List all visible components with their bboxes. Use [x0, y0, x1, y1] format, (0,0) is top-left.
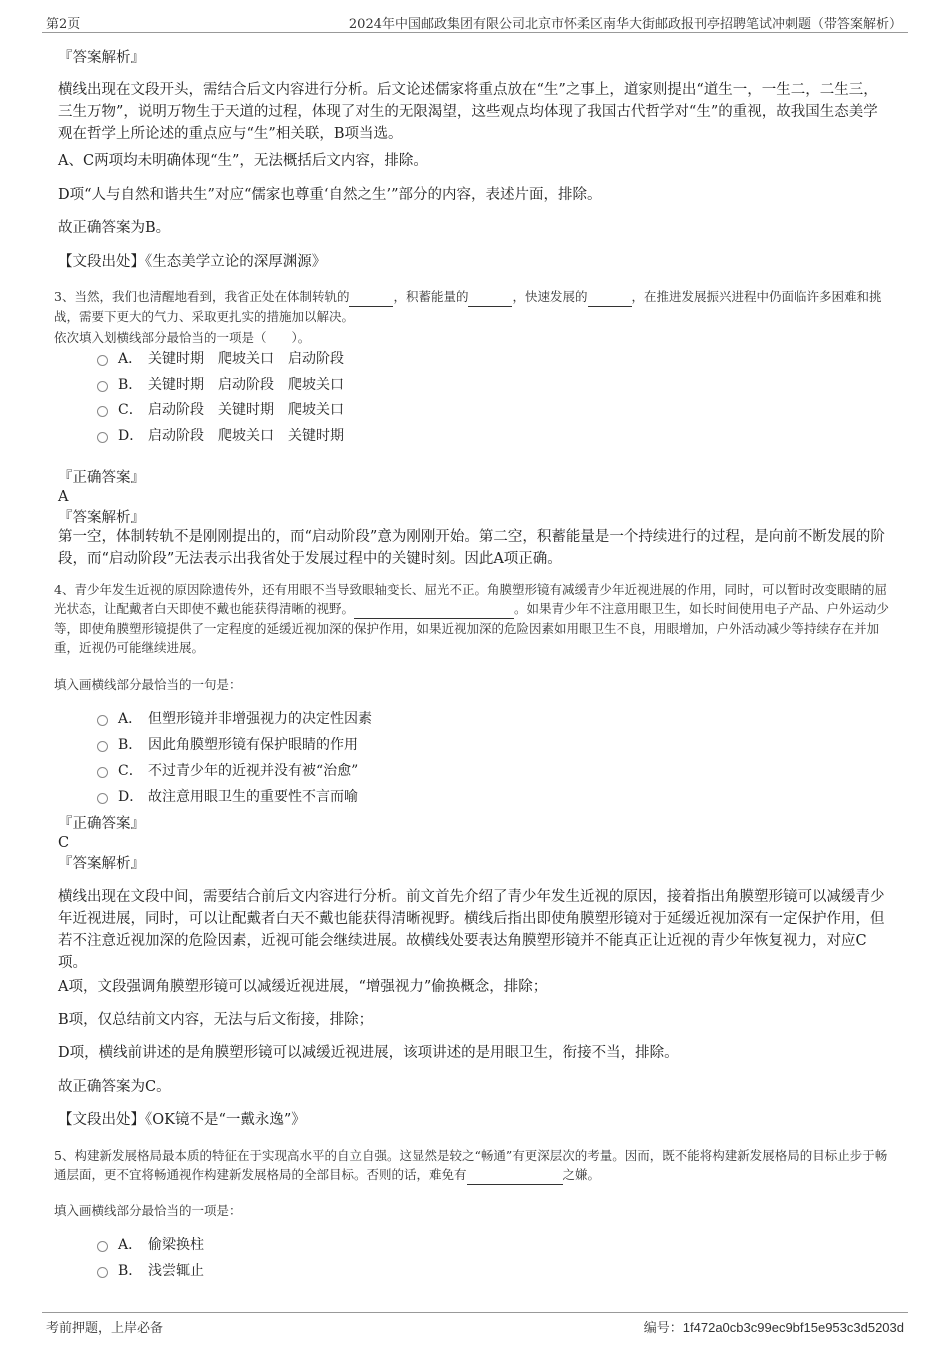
q2-analysis-d: D项“人与自然和谐共生”对应“儒家也尊重‘自然之生’”部分的内容，表述片面，排除。	[58, 187, 602, 203]
radio-icon[interactable]	[97, 767, 108, 778]
q3-blank-1	[349, 287, 393, 307]
q2-source: 【文段出处】《生态美学立论的深厚渊源》	[58, 254, 327, 270]
q5-blank	[467, 1165, 563, 1185]
q3-blank-3	[588, 287, 632, 307]
q4-option-a[interactable]: A． 但塑形镜并非增强视力的决定性因素	[97, 709, 372, 729]
q4-analysis-label: 『答案解析』	[58, 856, 145, 872]
q4-option-b[interactable]: B． 因此角膜塑形镜有保护眼睛的作用	[97, 735, 358, 755]
footer-slogan: 考前押题，上岸必备	[46, 1321, 164, 1336]
q3-ask: 依次填入划横线部分最恰当的一项是（ ）。	[54, 330, 311, 345]
q5-ask: 填入画横线部分最恰当的一项是：	[54, 1203, 242, 1218]
q5-option-a[interactable]: A． 偷梁换柱	[97, 1235, 204, 1255]
q2-analysis-ac: A、C两项均未明确体现“生”，无法概括后文内容，排除。	[58, 153, 428, 169]
radio-icon[interactable]	[97, 1241, 108, 1252]
q3-analysis-body: 第一空，体制转轨不是刚刚提出的，而“启动阶段”意为刚刚开始。第二空，积蓄能量是一个持续进行的过程，是向前不断发展的阶段，而“启动阶段”无法表示出我省处于发展过程中的关键时刻。因此A项正确。	[58, 529, 885, 567]
q3-stem: 3、当然，我们也清醒地看到，我省正处在体制转轨的 ，积蓄能量的 ，快速发展的 ，在推进发展振兴进程中仍面临许多困难和挑战，需要下更大的气力、采取更扎实的措施加以解决。	[54, 289, 882, 324]
q3-blank-2	[468, 287, 512, 307]
radio-icon[interactable]	[97, 715, 108, 726]
radio-icon[interactable]	[97, 1267, 108, 1278]
document-title: 2024年中国邮政集团有限公司北京市怀柔区南华大街邮政报刊亭招聘笔试冲刺题（带答案解析）	[348, 17, 902, 32]
q3-option-c[interactable]: C． 启动阶段 关键时期 爬坡关口	[97, 400, 344, 420]
q2-analysis-label: 『答案解析』	[58, 50, 145, 66]
page-header	[42, 10, 908, 33]
q4-analysis-b: B项，仅总结前文内容，无法与后文衔接，排除；	[58, 1012, 374, 1028]
q3-option-a[interactable]: A． 关键时期 爬坡关口 启动阶段	[97, 349, 344, 369]
q4-correct-answer: 故正确答案为C。	[58, 1079, 171, 1095]
q3-answer: A	[58, 489, 69, 505]
q4-source: 【文段出处】《OK镜不是“一戴永逸”》	[58, 1112, 306, 1128]
q4-stem: 4、青少年发生近视的原因除遗传外，还有用眼不当导致眼轴变长、屈光不正。角膜塑形镜有减缓青少年近视进展的作用，同时，可以暂时改变眼睛的屈光状态，让配戴者白天即使不戴也能获得清晰的视野。 。如果青少年不注意用眼卫生，如长时间使用电子产品、户外运动少等，即使角膜塑形镜提供了一定程度的延缓近视加深的保护作用，如果近视加深的危险因素如用眼卫生不良，用眼增加，户外活动减少等持续存在并加重，近视仍可能继续进展。	[54, 582, 890, 655]
q5-stem: 5、构建新发展格局最本质的特征在于实现高水平的自立自强。这显然是较之“畅通”有更深层次的考量。因而，既不能将构建新发展格局的目标止步于畅通层面，更不宜将畅通视作构建新发展格局的全部目标。否则的话，难免有 之嫌。	[54, 1146, 899, 1185]
q4-option-c[interactable]: C． 不过青少年的近视并没有被“治愈”	[97, 761, 358, 781]
document-code: 编号：1f472a0cb3c99ec9bf15e953c3d5203d	[643, 1320, 904, 1336]
radio-icon[interactable]	[97, 406, 108, 417]
q4-answer: C	[58, 835, 70, 851]
radio-icon[interactable]	[97, 381, 108, 392]
q4-blank	[354, 599, 514, 619]
q3-option-d[interactable]: D． 启动阶段 爬坡关口 关键时期	[97, 426, 344, 446]
q2-analysis-body: 横线出现在文段开头，需结合后文内容进行分析。后文论述儒家将重点放在“生”之事上，道家则提出“道生一，一生二，二生三，三生万物”，说明万物生于天道的过程，体现了对生的无限渴望，这些观点均体现了我国古代哲学对“生”的重视，故我国生态美学观在哲学上所论述的重点应与“生”相关联，B项当选。	[58, 82, 878, 142]
q4-answer-label: 『正确答案』	[58, 816, 145, 832]
radio-icon[interactable]	[97, 355, 108, 366]
q3-answer-label: 『正确答案』	[58, 470, 145, 486]
page-footer	[42, 1312, 908, 1339]
q2-correct-answer: 故正确答案为B。	[58, 220, 171, 236]
radio-icon[interactable]	[97, 432, 108, 443]
q4-analysis-body: 横线出现在文段中间，需要结合前后文内容进行分析。前文首先介绍了青少年发生近视的原因，接着指出角膜塑形镜可以减缓青少年近视进展，同时，可以让配戴者白天不戴也能获得清晰视野。横线后指出即使角膜塑形镜对于延缓近视加深有一定保护作用，但若不注意近视加深的危险因素，近视可能会继续进展。故横线处要表达角膜塑形镜并不能真正让近视的青少年恢复视力，对应C项。	[58, 889, 885, 971]
q4-analysis-a: A项，文段强调角膜塑形镜可以减缓近视进展，“增强视力”偷换概念，排除；	[58, 979, 548, 995]
q4-analysis-d: D项，横线前讲述的是角膜塑形镜可以减缓近视进展，该项讲述的是用眼卫生，衔接不当，排除。	[58, 1045, 679, 1061]
radio-icon[interactable]	[97, 741, 108, 752]
q3-analysis-label: 『答案解析』	[58, 510, 145, 526]
radio-icon[interactable]	[97, 793, 108, 804]
q4-option-d[interactable]: D． 故注意用眼卫生的重要性不言而喻	[97, 787, 358, 807]
page-number: 第2页	[46, 17, 81, 32]
q4-ask: 填入画横线部分最恰当的一句是：	[54, 677, 242, 692]
q5-option-b[interactable]: B． 浅尝辄止	[97, 1261, 204, 1281]
q3-option-b[interactable]: B． 关键时期 启动阶段 爬坡关口	[97, 375, 344, 395]
